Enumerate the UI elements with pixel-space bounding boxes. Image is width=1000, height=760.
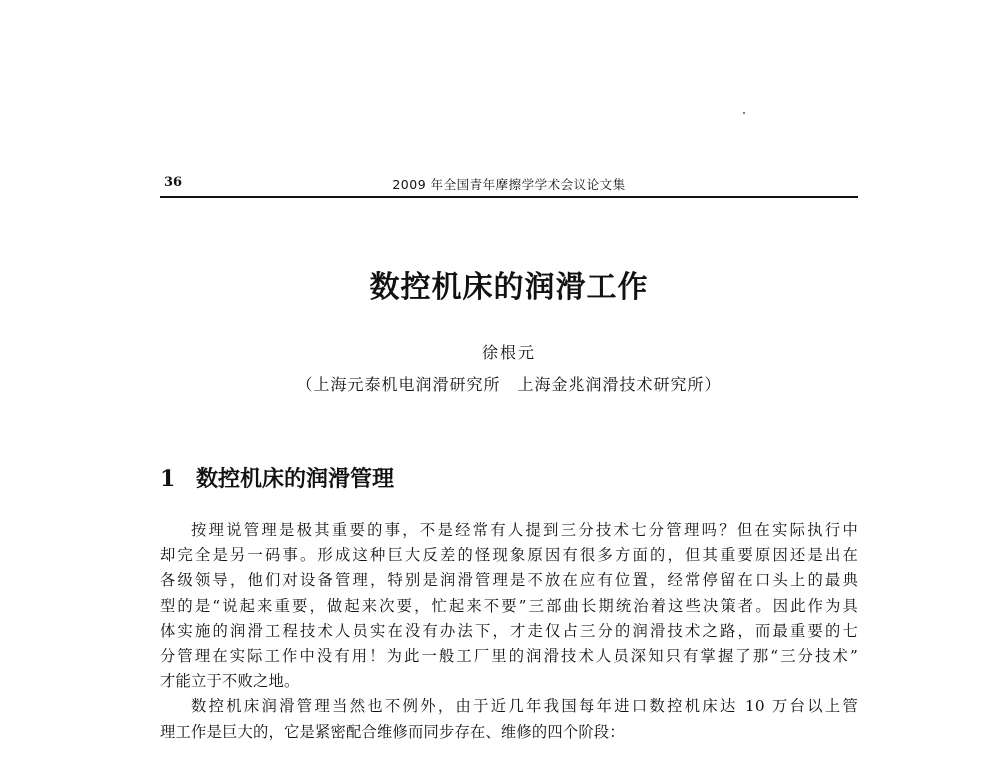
- page-header: [160, 173, 858, 195]
- running-head: 2009 年全国青年摩擦学学术会议论文集: [392, 177, 626, 192]
- paragraph-line: 型的是“说起来重要，做起来次要，忙起来不要”三部曲长期统治着这些决策者。因此作为具: [160, 596, 858, 615]
- paragraph-line: 却完全是另一码事。形成这种巨大反差的怪现象原因有很多方面的，但其重要原因还是出在: [160, 546, 858, 565]
- paper-title: 数控机床的润滑工作: [369, 270, 649, 305]
- page-number: 36: [164, 175, 183, 190]
- scan-speck: [743, 112, 745, 114]
- body-text: [160, 518, 858, 745]
- paragraph-line: 各级领导，他们对设备管理，特别是润滑管理是不放在应有位置，经常停留在口头上的最典: [160, 571, 858, 590]
- author-name: 徐根元: [481, 343, 536, 362]
- paragraph-line: 按理说管理是极其重要的事，不是经常有人提到三分技术七分管理吗？但在实际执行中: [191, 521, 858, 539]
- author-affiliation: （上海元泰机电润滑研究所 上海金兆润滑技术研究所）: [296, 375, 722, 394]
- paragraph-line: 体实施的润滑工程技术人员实在没有办法下，才走仅占三分的润滑技术之路，而最重要的七: [160, 621, 858, 640]
- paragraph-line: 数控机床润滑管理当然也不例外，由于近几年我国每年进口数控机床达 10 万台以上管: [191, 697, 858, 716]
- paragraph-line: 才能立于不败之地。: [160, 672, 300, 691]
- section-heading: [160, 462, 394, 493]
- header-rule: [160, 196, 858, 198]
- paragraph-line: 分管理在实际工作中没有用！为此一般工厂里的润滑技术人员深知只有掌握了那“三分技术”: [160, 646, 858, 665]
- section-number: 1: [160, 466, 176, 492]
- paragraph-line: 理工作是巨大的，它是紧密配合维修而同步存在、维修的四个阶段：: [160, 722, 625, 741]
- section-title: 数控机床的润滑管理: [196, 466, 395, 492]
